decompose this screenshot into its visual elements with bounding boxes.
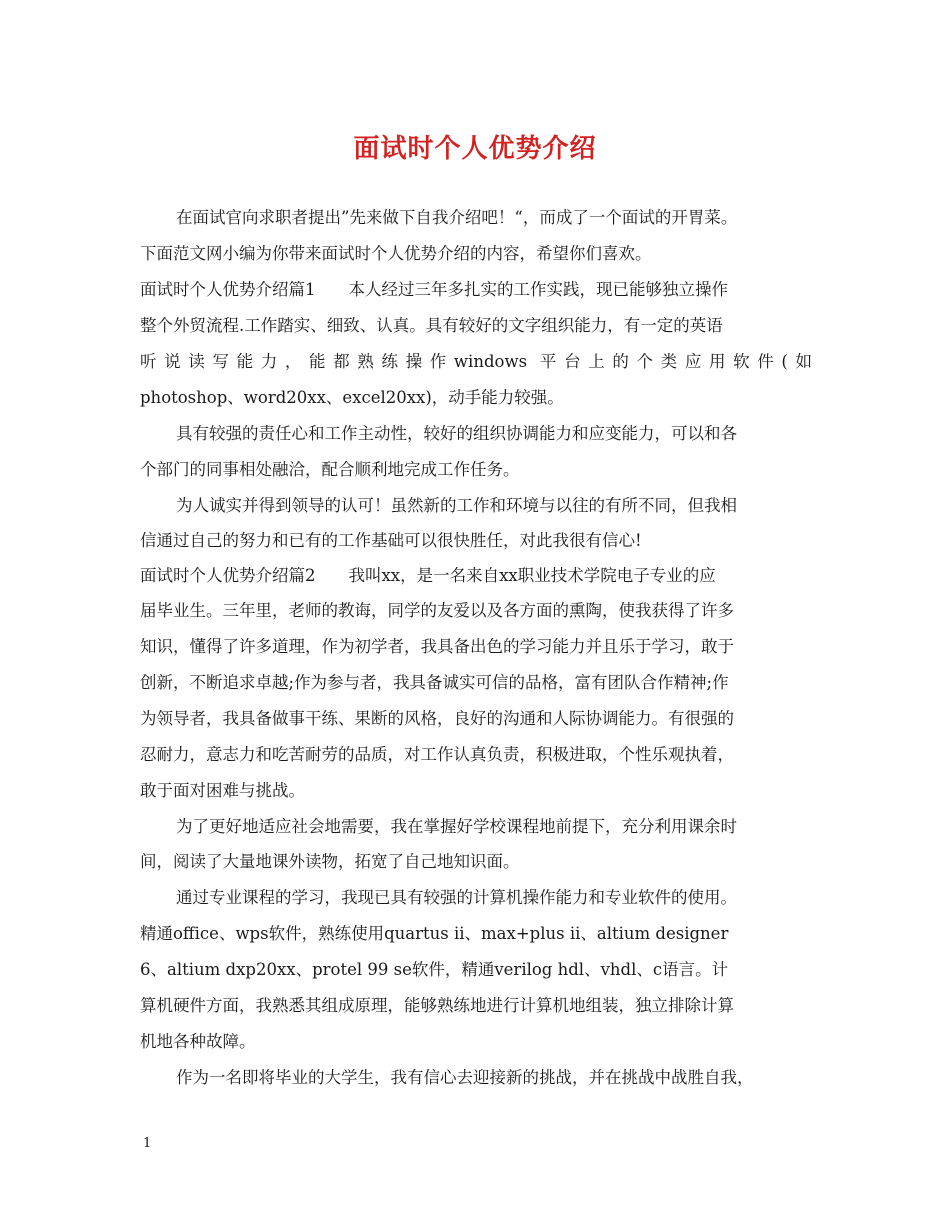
text-line: 忍耐力，意志力和吃苦耐劳的品质，对工作认真负责，积极进取，个性乐观执着， (140, 745, 734, 764)
text-line: 创新，不断追求卓越;作为参与者，我具备诚实可信的品格，富有团队合作精神;作 (140, 673, 729, 692)
text-line: 整个外贸流程.工作踏实、细致、认真。具有较好的文字组织能力，有一定的英语 (140, 316, 723, 335)
text-line: 机地各种故障。 (140, 1032, 256, 1051)
text-line: 届毕业生。三年里，老师的教诲，同学的友爱以及各方面的熏陶，使我获得了许多 (140, 601, 734, 620)
text-line: 在面试官向求职者提出”先来做下自我介绍吧！“，而成了一个面试的开胃菜。 (176, 208, 738, 227)
text-line: 为领导者，我具备做事干练、果断的风格，良好的沟通和人际协调能力。有很强的 (140, 709, 734, 728)
page-number: 1 (143, 1136, 152, 1151)
text-line: 作为一名即将毕业的大学生，我有信心去迎接新的挑战，并在挑战中战胜自我， (176, 1068, 754, 1087)
text-line: 精通office、wps软件，熟练使用quartus ii、max+plus ii、altium designer (140, 924, 729, 943)
text-line: 个部门的同事相处融洽，配合顺利地完成工作任务。 (140, 460, 520, 479)
text-line: 下面范文网小编为你带来面试时个人优势介绍的内容，希望你们喜欢。 (140, 244, 652, 263)
text-line: 信通过自己的努力和已有的工作基础可以很快胜任，对此我很有信心! (140, 531, 642, 550)
text-line: 具有较强的责任心和工作主动性，较好的组织协调能力和应变能力，可以和各 (176, 424, 737, 443)
text-line: 间，阅读了大量地课外读物，拓宽了自己地知识面。 (140, 852, 520, 871)
text-line: 敢于面对困难与挑战。 (140, 781, 305, 800)
text-line: photoshop、word20xx、excel20xx)，动手能力较强。 (140, 388, 564, 407)
text-line: 为了更好地适应社会地需要，我在掌握好学校课程地前提下，充分利用课余时 (176, 817, 737, 836)
text-line: 知识，懂得了许多道理，作为初学者，我具备出色的学习能力并且乐于学习，敢于 (140, 637, 734, 656)
text-line: 面试时个人优势介绍篇1 本人经过三年多扎实的工作实践，现已能够独立操作 (140, 280, 728, 299)
document-title: 面试时个人优势介绍 (353, 134, 597, 164)
text-line: 算机硬件方面，我熟悉其组成原理，能够熟练地进行计算机地组装，独立排除计算 (140, 996, 734, 1015)
text-line: 听说读写能力，能都熟练操作windows 平台上的个类应用软件(如 (140, 352, 812, 371)
text-line: 6、altium dxp20xx、protel 99 se软件，精通verilog hdl、vhdl、c语言。计 (140, 960, 729, 979)
text-line: 面试时个人优势介绍篇2 我叫xx，是一名来自xx职业技术学院电子专业的应 (140, 566, 716, 585)
text-line: 为人诚实并得到领导的认可！虽然新的工作和环境与以往的有所不同，但我相 (176, 496, 737, 515)
text-line: 通过专业课程的学习，我现已具有较强的计算机操作能力和专业软件的使用。 (176, 888, 737, 907)
